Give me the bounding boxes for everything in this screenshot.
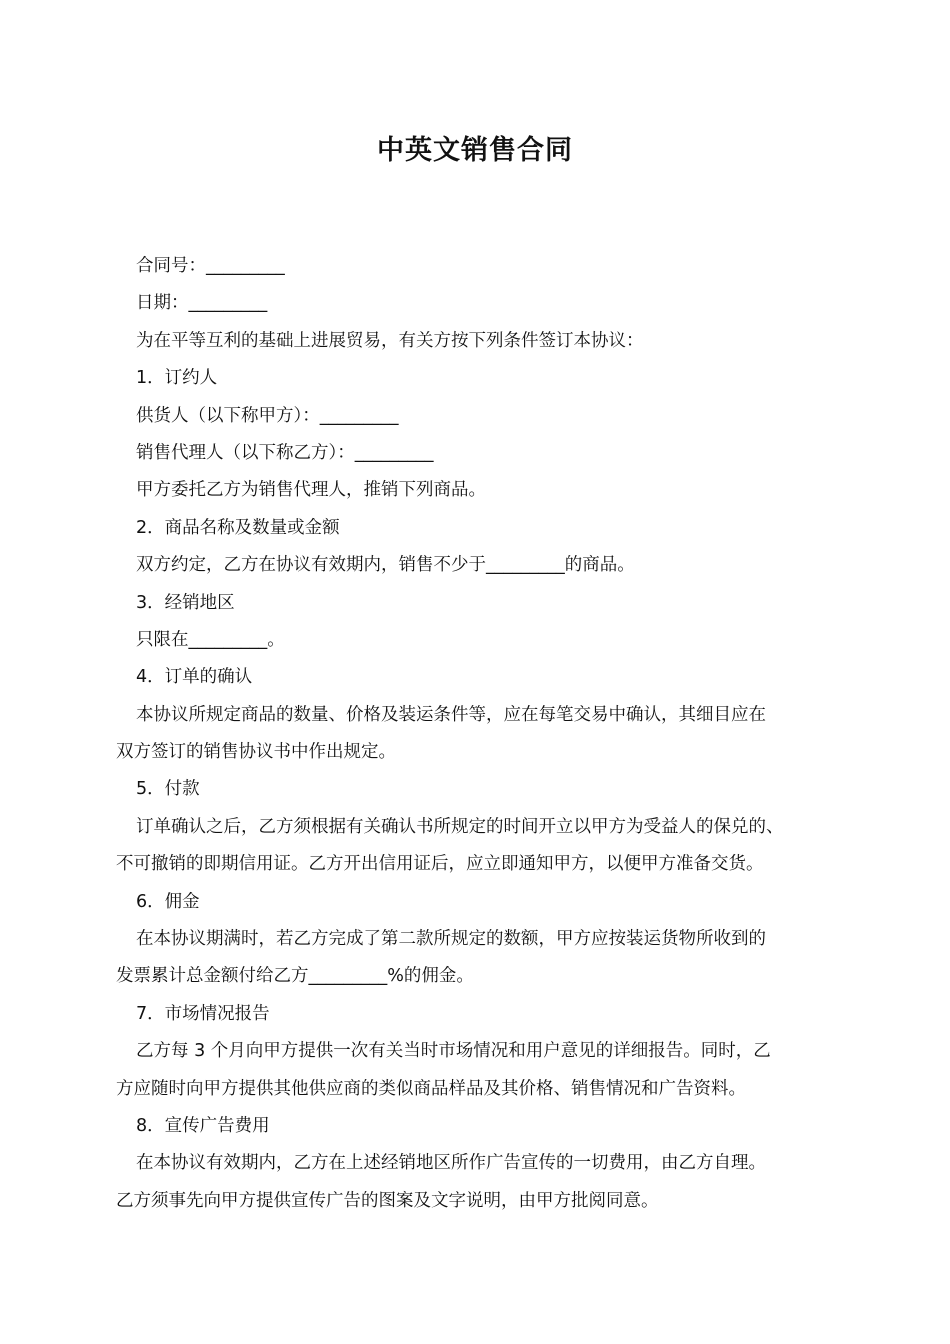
section-heading-7: 7．市场情况报告 (136, 1003, 270, 1024)
contract-number-line: 合同号：_________ (136, 256, 285, 276)
section-heading-4: 4．订单的确认 (136, 667, 253, 688)
paragraph-line: 乙方每 3 个月向甲方提供一次有关当时市场情况和用户意见的详细报告。同时，乙 (136, 1041, 771, 1062)
document-title: 中英文销售合同 (377, 135, 573, 166)
section-heading-3: 3．经销地区 (136, 592, 235, 613)
preamble-line: 为在平等互利的基础上进展贸易，有关方按下列条件签订本协议： (136, 330, 644, 351)
paragraph-line: 不可撤销的即期信用证。乙方开出信用证后，应立即通知甲方，以便甲方准备交货。 (116, 854, 764, 875)
section-heading-2: 2．商品名称及数量或金额 (136, 517, 340, 538)
date-line: 日期：_________ (136, 293, 268, 314)
supplier-line: 供货人（以下称甲方）：_________ (136, 405, 399, 426)
paragraph-line: 本协议所规定商品的数量、价格及装运条件等，应在每笔交易中确认，其细目应在 (136, 704, 766, 725)
paragraph-line: 甲方委托乙方为销售代理人，推销下列商品。 (136, 480, 486, 501)
paragraph-line: 乙方须事先向甲方提供宣传广告的图案及文字说明，由甲方批阅同意。 (116, 1190, 659, 1211)
document-body (116, 248, 846, 1220)
section-heading-8: 8．宣传广告费用 (136, 1115, 270, 1136)
paragraph-line: 双方签订的销售协议书中作出规定。 (116, 742, 396, 763)
paragraph-line: 订单确认之后，乙方须根据有关确认书所规定的时间开立以甲方为受益人的保兑的、 (136, 816, 784, 837)
paragraph-line: 在本协议期满时，若乙方完成了第二款所规定的数额，甲方应按装运货物所收到的 (136, 929, 766, 950)
paragraph-line: 只限在_________。 (136, 629, 285, 650)
paragraph-line: 方应随时向甲方提供其他供应商的类似商品样品及其价格、销售情况和广告资料。 (116, 1078, 746, 1099)
section-heading-5: 5．付款 (136, 779, 200, 800)
paragraph-line: 双方约定，乙方在协议有效期内，销售不少于_________的商品。 (136, 555, 635, 576)
agent-line: 销售代理人（以下称乙方）：_________ (136, 442, 434, 463)
paragraph-line: 发票累计总金额付给乙方_________%的佣金。 (116, 966, 474, 987)
section-heading-6: 6．佣金 (136, 891, 200, 912)
paragraph-line: 在本协议有效期内，乙方在上述经销地区所作广告宣传的一切费用，由乙方自理。 (136, 1153, 766, 1174)
section-heading-1: 1．订约人 (136, 368, 218, 389)
